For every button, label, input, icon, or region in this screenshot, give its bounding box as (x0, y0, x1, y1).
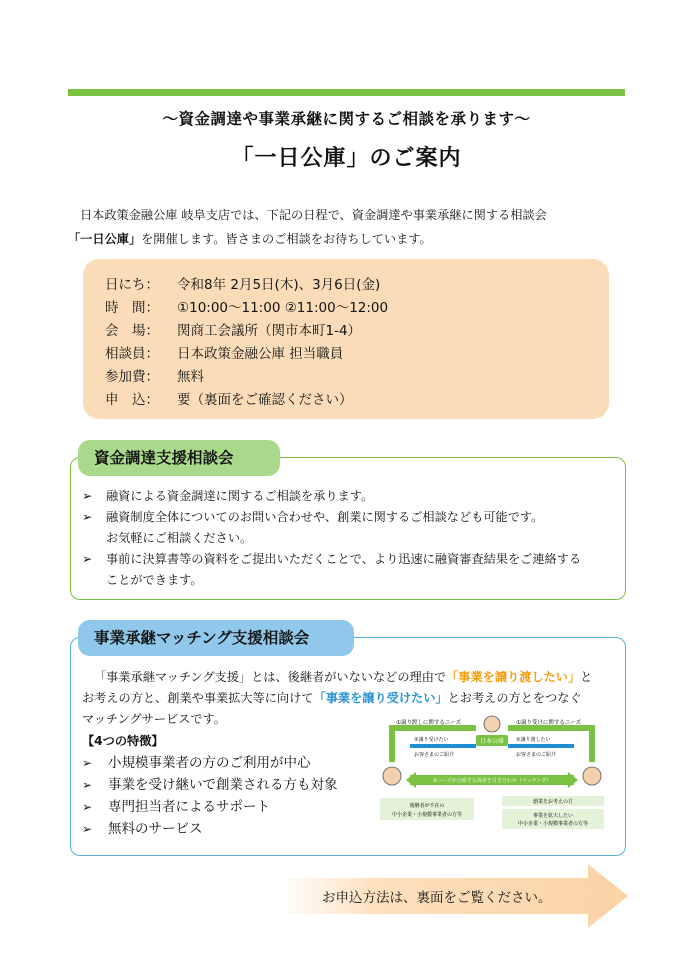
diagram-left-caption-b: 中小企業・小規模事業者の方等 (391, 812, 463, 818)
list-item-continuation: ことができます。 (106, 573, 203, 587)
intro-line-2 (68, 227, 638, 251)
info-row-fee (105, 365, 204, 385)
highlight-transfer: 「事業を譲り渡したい」 (446, 670, 581, 684)
intro-event-name: 「一日公庫」 (68, 232, 142, 246)
info-row-consultant (105, 342, 343, 362)
list-item: ➢ 小規模事業者の方のご利用が中心 (80, 752, 338, 774)
list-item: ➢ 事業を受け継いで創業される方も対象 (80, 774, 338, 796)
buyer-person-icon (583, 767, 601, 785)
bullet-arrow-icon: ➢ (82, 510, 93, 524)
jfc-label: 日本公庫 (479, 738, 505, 745)
highlight-acquire: 「事業を譲り受けたい」 (313, 691, 448, 705)
info-value: 関商工会議所（関市本町1-4） (177, 323, 362, 339)
info-key: 相談員： (105, 346, 159, 362)
matching-flow-diagram (376, 714, 608, 832)
succession-description: 「事業承継マッチング支援」とは、後継者がいないなどの理由で「事業を譲り渡したい」と お考えの方と、創業や事業拡大等に向けて「事業を譲り受けたい」とお考えの方とをつなぐ マッチングサービスです。 (82, 670, 593, 726)
info-row-application (105, 388, 353, 408)
info-value: 日本政策金融公庫 担当職員 (177, 346, 344, 362)
diagram-step2-left-a: ②譲り受けたい (414, 737, 449, 743)
diagram-right-caption-1: 創業をお考えの方 (532, 799, 574, 805)
info-key: 申 込： (105, 392, 159, 408)
diagram-step2-right-b: お客さまのご紹介 (516, 752, 557, 758)
info-key: 参加費： (105, 369, 159, 385)
list-item: ➢ 融資による資金調達に関するご相談を承ります。 (80, 486, 620, 507)
diagram-right-caption-2a: 事業を拡大したい (532, 813, 574, 819)
info-row-date (105, 273, 380, 293)
list-item: ➢ 融資制度全体についてのお問い合わせや、創業に関するご相談なども可能です。 (80, 507, 620, 528)
info-value: 無料 (177, 369, 204, 385)
diagram-step2-left-b: お客さまのご紹介 (414, 752, 455, 758)
info-key: 会 場： (105, 323, 159, 339)
info-row-venue (105, 319, 361, 339)
succession-section-title: 事業承継マッチング支援相談会 (78, 620, 354, 656)
diagram-step1-left: ①譲り渡しに関するニーズ (396, 720, 462, 726)
bullet-arrow-icon: ➢ (82, 756, 93, 770)
bullet-arrow-icon: ➢ (82, 822, 93, 836)
list-item-continuation: お気軽にご相談ください。 (106, 531, 253, 545)
footer-notice: お申込方法は、裏面をご覧ください。 (322, 890, 552, 906)
features-title: 【4つの特徴】 (82, 734, 164, 748)
features-list (80, 752, 338, 840)
advisor-person-icon (484, 716, 500, 732)
diagram-step3: ③ニーズが合致する両者を引き合わせ（マッチング） (432, 778, 552, 784)
header-accent-bar (68, 89, 625, 96)
page-subtitle: ～資金調達や事業承継に関するご相談を承ります～ (162, 110, 531, 128)
list-item: ➢ 無料のサービス (80, 818, 338, 840)
event-info-box (83, 259, 609, 419)
diagram-left-caption-a: 後継者が不在の (409, 803, 445, 809)
info-key: 日にち： (105, 277, 159, 293)
financing-section-title: 資金調達支援相談会 (78, 440, 280, 476)
diagram-step1-right: ①譲り受けに関するニーズ (516, 720, 582, 726)
diagram-step2-right-a: ②譲り渡したい (516, 737, 551, 743)
info-value: ①10:00～11:00 ②11:00～12:00 (177, 300, 389, 316)
bullet-arrow-icon: ➢ (82, 800, 93, 814)
page-title: 「一日公庫」のご案内 (231, 146, 462, 171)
intro-line-1: 日本政策金融公庫 岐阜支店では、下記の日程で、資金調達や事業承継に関する相談会 (80, 208, 547, 222)
info-key: 時 間： (105, 300, 159, 316)
list-item: ➢ 専門担当者によるサポート (80, 796, 338, 818)
bullet-arrow-icon: ➢ (82, 778, 93, 792)
seller-person-icon (383, 767, 401, 785)
diagram-right-caption-2b: 中小企業・小規模事業者の方等 (517, 821, 589, 827)
info-value: 要（裏面をご確認ください） (177, 392, 353, 408)
intro-paragraph (68, 203, 638, 251)
financing-bullet-list (80, 486, 620, 591)
info-row-time (105, 296, 388, 316)
bullet-arrow-icon: ➢ (82, 552, 93, 566)
bullet-arrow-icon: ➢ (82, 489, 93, 503)
info-value: 令和8年 2月5日(木)、3月6日(金) (177, 277, 381, 293)
intro-line-2-rest: を開催します。皆さまのご相談をお待ちしています。 (141, 232, 432, 246)
list-item: ➢ 事前に決算書等の資料をご提出いただくことで、より迅速に融資審査結果をご連絡する (80, 549, 620, 570)
